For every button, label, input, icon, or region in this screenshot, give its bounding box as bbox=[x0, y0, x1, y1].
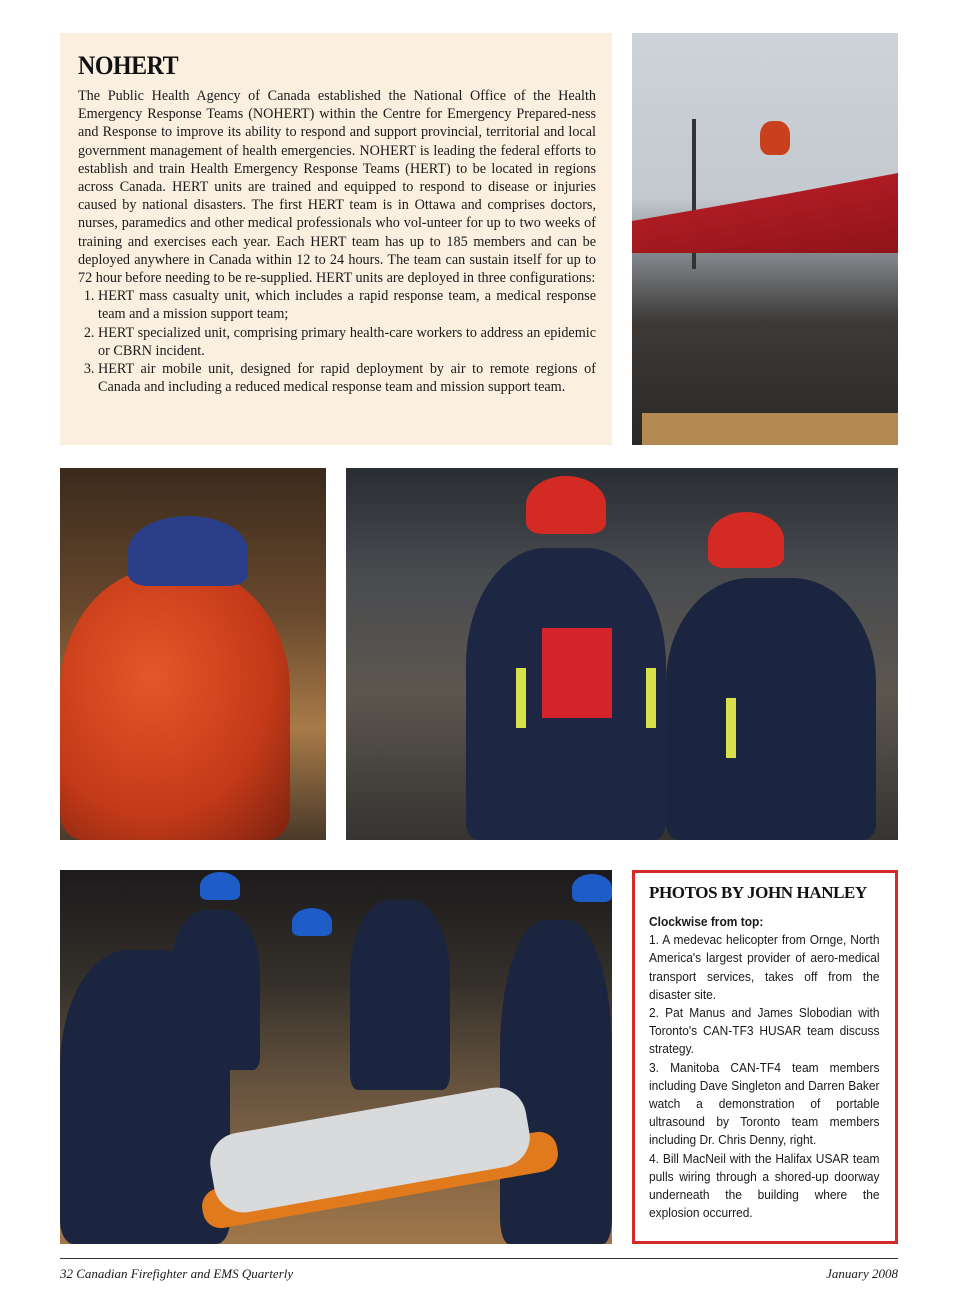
caption: 1. A medevac helicopter from Ornge, North America's largest provider of aero-medical transport services, takes off from the disaster site. bbox=[649, 932, 880, 1002]
red-helmet-right bbox=[708, 512, 784, 568]
credits-title: PHOTOS BY JOHN HANLEY bbox=[649, 883, 867, 902]
reflective-stripe bbox=[726, 698, 736, 758]
configuration-list bbox=[78, 287, 596, 396]
reflective-stripe bbox=[646, 668, 656, 728]
nohert-sidebar bbox=[60, 33, 612, 445]
team-leaders-photo bbox=[346, 468, 898, 840]
ultrasound-demo-photo bbox=[60, 870, 612, 1244]
list-item: 2. HERT specialized unit, comprising primary health-care workers to address an epidemic or CBRN incident. bbox=[98, 324, 596, 360]
list-item: 1. HERT mass casualty unit, which includes a rapid response team, a medical response team and a mission support team; bbox=[98, 287, 596, 323]
person-shape bbox=[350, 900, 450, 1090]
footer-rule bbox=[60, 1258, 898, 1259]
photo-credits-box bbox=[632, 870, 898, 1244]
red-tent-canopy bbox=[632, 173, 898, 253]
credits-subtitle: Clockwise from top: bbox=[649, 914, 764, 929]
footer-publication: 32 Canadian Firefighter and EMS Quarterly bbox=[60, 1266, 294, 1281]
caption: 3. Manitoba CAN-TF4 team members including Dave Singleton and Darren Baker watch a demonstration of portable ultrasound by Toronto team members including Dr. Chris Denny, right. bbox=[649, 1059, 880, 1148]
caption: 2. Pat Manus and James Slobodian with Toronto's CAN-TF3 HUSAR team discuss strategy. bbox=[649, 1005, 880, 1057]
person-right-shape bbox=[666, 578, 876, 840]
usar-member-photo bbox=[60, 468, 326, 840]
red-helmet-left bbox=[526, 476, 606, 534]
helicopter-shape bbox=[760, 121, 790, 155]
caption: 4. Bill MacNeil with the Halifax USAR team pulls wiring through a shored-up doorway underneath the building where the explosion occurred. bbox=[649, 1150, 880, 1221]
blue-helmet-shape bbox=[128, 516, 248, 586]
red-vest-shape bbox=[542, 628, 612, 718]
person-shape bbox=[500, 920, 612, 1244]
sidebar-body: The Public Health Agency of Canada established the National Office of the Health Emergency Response Teams (NOHERT) within the Centre for Emergency Prepared-ness and Response to improve its ability to respond and support provincial, territorial and local government management of health emergencies. NOHERT is leading the federal efforts to establish and train Health Emergency Response Teams (HERT) to be located in regions across Canada. HERT units are trained and equipped to respond to disease or injuries caused by national disasters. The first HERT team is in Ottawa and comprises doctors, nurses, paramedics and other medical professionals who vol-unteer for up to two weeks of training and exercises each year. Each HERT team has up to 185 members and can be deployed anywhere in Canada within 12 to 24 hours. The team can sustain itself for up to 72 hour before needing to be re-supplied. HERT units are deployed in three configurations: bbox=[78, 88, 596, 287]
blue-helmet-shape bbox=[572, 874, 612, 902]
sidebar-title: NOHERT bbox=[78, 51, 179, 80]
blue-helmet-shape bbox=[200, 872, 240, 900]
list-item: 3. HERT air mobile unit, designed for rapid deployment by air to remote regions of Canada and including a reduced medical response team and mission support team. bbox=[98, 360, 596, 396]
reflective-stripe bbox=[516, 668, 526, 728]
helicopter-photo bbox=[632, 33, 898, 445]
wooden-table bbox=[642, 413, 898, 445]
blue-helmet-shape bbox=[292, 908, 332, 936]
footer-date: January 2008 bbox=[826, 1266, 898, 1281]
orange-coat-shape bbox=[60, 568, 290, 840]
